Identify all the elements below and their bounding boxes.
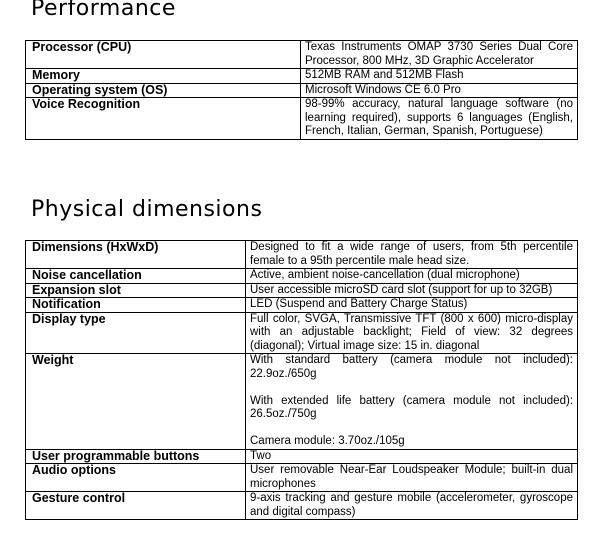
table-row	[26, 354, 578, 450]
spec-value-noise: Active, ambient noise-cancellation (dual microphone)	[246, 269, 578, 284]
table-row	[26, 83, 578, 98]
spec-label-weight: Weight	[26, 354, 246, 450]
table-row	[26, 269, 578, 284]
weight-extended: With extended life battery (camera module not included): 26.5oz./750g	[250, 394, 573, 420]
spec-label-buttons: User programmable buttons	[26, 449, 246, 464]
physical-dimensions-table	[25, 240, 578, 520]
spec-value-weight	[246, 354, 578, 450]
table-row	[26, 69, 578, 84]
spec-label-os: Operating system (OS)	[26, 83, 301, 98]
table-row	[26, 98, 578, 140]
table-row	[26, 41, 578, 69]
spec-label-notification: Notification	[26, 298, 246, 313]
weight-standard: With standard battery (camera module not included): 22.9oz./650g	[250, 354, 573, 380]
spec-value-os: Microsoft Windows CE 6.0 Pro	[301, 83, 578, 98]
spec-label-voice: Voice Recognition	[26, 98, 301, 140]
spec-label-display: Display type	[26, 312, 246, 354]
spec-value-display: Full color, SVGA, Transmissive TFT (800 x 600) micro-display with an adjustable backlight; Field of view: 32 degrees (diagonal); Virtual image size: 15 in. diagonal	[246, 312, 578, 354]
spec-label-expansion: Expansion slot	[26, 283, 246, 298]
table-row	[26, 449, 578, 464]
spec-label-cpu: Processor (CPU)	[26, 41, 301, 69]
table-row	[26, 312, 578, 354]
table-row	[26, 492, 578, 520]
spec-value-gesture: 9-axis tracking and gesture mobile (accelerometer, gyroscope and digital compass)	[246, 492, 578, 520]
spec-value-voice: 98-99% accuracy, natural language software (no learning required), supports 6 languages (English, French, Italian, German, Spanish, Portuguese)	[301, 98, 578, 140]
spec-label-memory: Memory	[26, 69, 301, 84]
table-row	[26, 241, 578, 269]
spec-label-dimensions: Dimensions (HxWxD)	[26, 241, 246, 269]
performance-table	[25, 40, 578, 140]
spec-label-gesture: Gesture control	[26, 492, 246, 520]
spec-value-buttons: Two	[246, 449, 578, 464]
spec-value-memory: 512MB RAM and 512MB Flash	[301, 69, 578, 84]
spec-label-noise: Noise cancellation	[26, 269, 246, 284]
table-row	[26, 283, 578, 298]
spec-value-cpu: Texas Instruments OMAP 3730 Series Dual Core Processor, 800 MHz, 3D Graphic Accelerator	[301, 41, 578, 69]
spec-value-notification: LED (Suspend and Battery Charge Status)	[246, 298, 578, 313]
spec-value-expansion: User accessible microSD card slot (support for up to 32GB)	[246, 283, 578, 298]
spec-value-audio: User removable Near-Ear Loudspeaker Module; built-in dual microphones	[246, 464, 578, 492]
weight-camera: Camera module: 3.70oz./105g	[250, 435, 405, 447]
performance-heading: Performance	[31, 0, 176, 21]
spec-value-dimensions: Designed to fit a wide range of users, from 5th percentile female to a 95th percentile male head size.	[246, 241, 578, 269]
table-row	[26, 464, 578, 492]
spec-label-audio: Audio options	[26, 464, 246, 492]
physical-dimensions-heading: Physical dimensions	[31, 197, 263, 222]
table-row	[26, 298, 578, 313]
